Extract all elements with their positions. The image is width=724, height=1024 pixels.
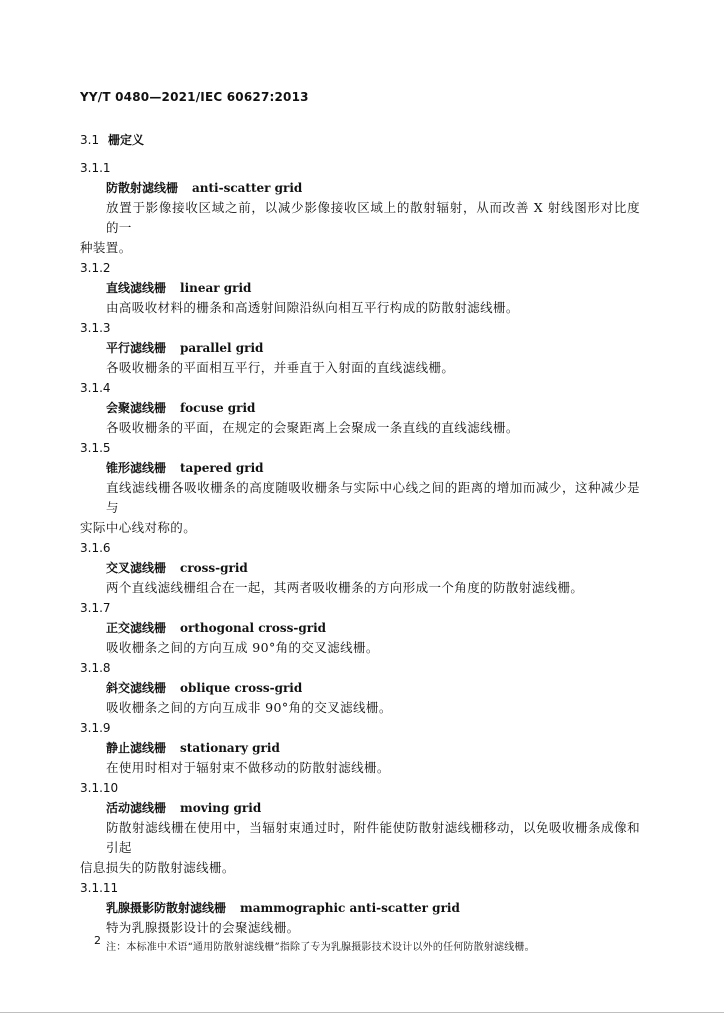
term-english: orthogonal cross-grid (180, 621, 327, 635)
entry-number: 3.1.7 (80, 601, 111, 615)
entry-number: 3.1.9 (80, 721, 111, 735)
page-number: 2 (94, 934, 101, 947)
section-heading (80, 131, 144, 148)
term-chinese: 平行滤线栅 (106, 341, 167, 355)
entry-number: 3.1.8 (80, 661, 111, 675)
entry-definition-line: 吸收栅条之间的方向互成 90°角的交叉滤线栅。 (106, 640, 379, 655)
entry-term (106, 178, 640, 198)
entry-definition-line: 直线滤线栅各吸收栅条的高度随吸收栅条与实际中心线之间的距离的增加而减少，这种减少是与 (106, 480, 640, 515)
entry-term (106, 738, 640, 758)
entry-term (106, 398, 640, 418)
definition-entry (80, 598, 640, 658)
definition-entry (80, 318, 640, 378)
section-number: 3.1 (80, 133, 100, 147)
entry-definition-line: 两个直线滤线栅组合在一起，其两者吸收栅条的方向形成一个角度的防散射滤线栅。 (106, 580, 584, 595)
entry-term (106, 898, 640, 918)
section-title: 栅定义 (108, 133, 145, 147)
entry-definition-line: 信息损失的防散射滤线栅。 (80, 860, 235, 875)
term-chinese: 静止滤线栅 (106, 741, 167, 755)
definition-entry (80, 778, 640, 878)
term-chinese: 斜交滤线栅 (106, 681, 167, 695)
term-english: oblique cross-grid (180, 681, 303, 695)
page-edge-divider (0, 1012, 724, 1013)
term-chinese: 乳腺摄影防散射滤线栅 (106, 901, 227, 915)
term-english: tapered grid (180, 461, 264, 475)
term-english: parallel grid (180, 341, 264, 355)
entry-number: 3.1.3 (80, 321, 111, 335)
entry-definition-line: 各吸收栅条的平面相互平行，并垂直于入射面的直线滤线栅。 (106, 360, 455, 375)
entry-term (106, 678, 640, 698)
term-english: moving grid (180, 801, 262, 815)
entry-number: 3.1.4 (80, 381, 111, 395)
standard-code: YY/T 0480—2021/IEC 60627:2013 (80, 90, 309, 104)
entry-term (106, 338, 640, 358)
entry-term (106, 558, 640, 578)
term-chinese: 防散射滤线栅 (106, 181, 179, 195)
entry-definition-line: 防散射滤线栅在使用中，当辐射束通过时，附件能使防散射滤线栅移动，以免吸收栅条成像和引起 (106, 820, 640, 855)
term-chinese: 交叉滤线栅 (106, 561, 167, 575)
footnote: 注：本标准中术语“通用防散射滤线栅”指除了专为乳腺摄影技术设计以外的任何防散射滤线栅。 (106, 942, 535, 953)
entry-definition-line: 放置于影像接收区域之前，以减少影像接收区域上的散射辐射，从而改善 X 射线图形对比度的一 (106, 200, 640, 235)
entry-term (106, 458, 640, 478)
entry-term (106, 278, 640, 298)
entry-definition-line: 特为乳腺摄影设计的会聚滤线栅。 (106, 920, 300, 935)
term-chinese: 正交滤线栅 (106, 621, 167, 635)
term-chinese: 锥形滤线栅 (106, 461, 167, 475)
definition-entry (80, 878, 640, 938)
term-english: anti-scatter grid (192, 181, 303, 195)
term-english: mammographic anti-scatter grid (240, 901, 460, 915)
definition-entry (80, 658, 640, 718)
term-chinese: 直线滤线栅 (106, 281, 167, 295)
entry-number: 3.1.10 (80, 781, 119, 795)
entry-definition-line: 在使用时相对于辐射束不做移动的防散射滤线栅。 (106, 760, 390, 775)
definition-entry (80, 378, 640, 438)
definition-entry (80, 438, 640, 538)
entry-definition-line: 实际中心线对称的。 (80, 520, 197, 535)
definitions-list (80, 158, 640, 956)
entry-term (106, 798, 640, 818)
entry-definition-line: 种装置。 (80, 240, 132, 255)
definition-entry (80, 538, 640, 598)
entry-number: 3.1.6 (80, 541, 111, 555)
entry-number: 3.1.11 (80, 881, 119, 895)
term-english: cross-grid (180, 561, 248, 575)
term-english: focuse grid (180, 401, 256, 415)
term-english: stationary grid (180, 741, 280, 755)
entry-number: 3.1.1 (80, 161, 111, 175)
definition-entry (80, 718, 640, 778)
definition-entry (80, 158, 640, 258)
entry-definition-line: 由高吸收材料的栅条和高透射间隙沿纵向相互平行构成的防散射滤线栅。 (106, 300, 519, 315)
term-chinese: 活动滤线栅 (106, 801, 167, 815)
term-english: linear grid (180, 281, 252, 295)
entry-definition-line: 各吸收栅条的平面，在规定的会聚距离上会聚成一条直线的直线滤线栅。 (106, 420, 519, 435)
entry-definition-line: 吸收栅条之间的方向互成非 90°角的交叉滤线栅。 (106, 700, 392, 715)
term-chinese: 会聚滤线栅 (106, 401, 167, 415)
entry-number: 3.1.5 (80, 441, 111, 455)
definition-entry (80, 258, 640, 318)
entry-term (106, 618, 640, 638)
entry-number: 3.1.2 (80, 261, 111, 275)
